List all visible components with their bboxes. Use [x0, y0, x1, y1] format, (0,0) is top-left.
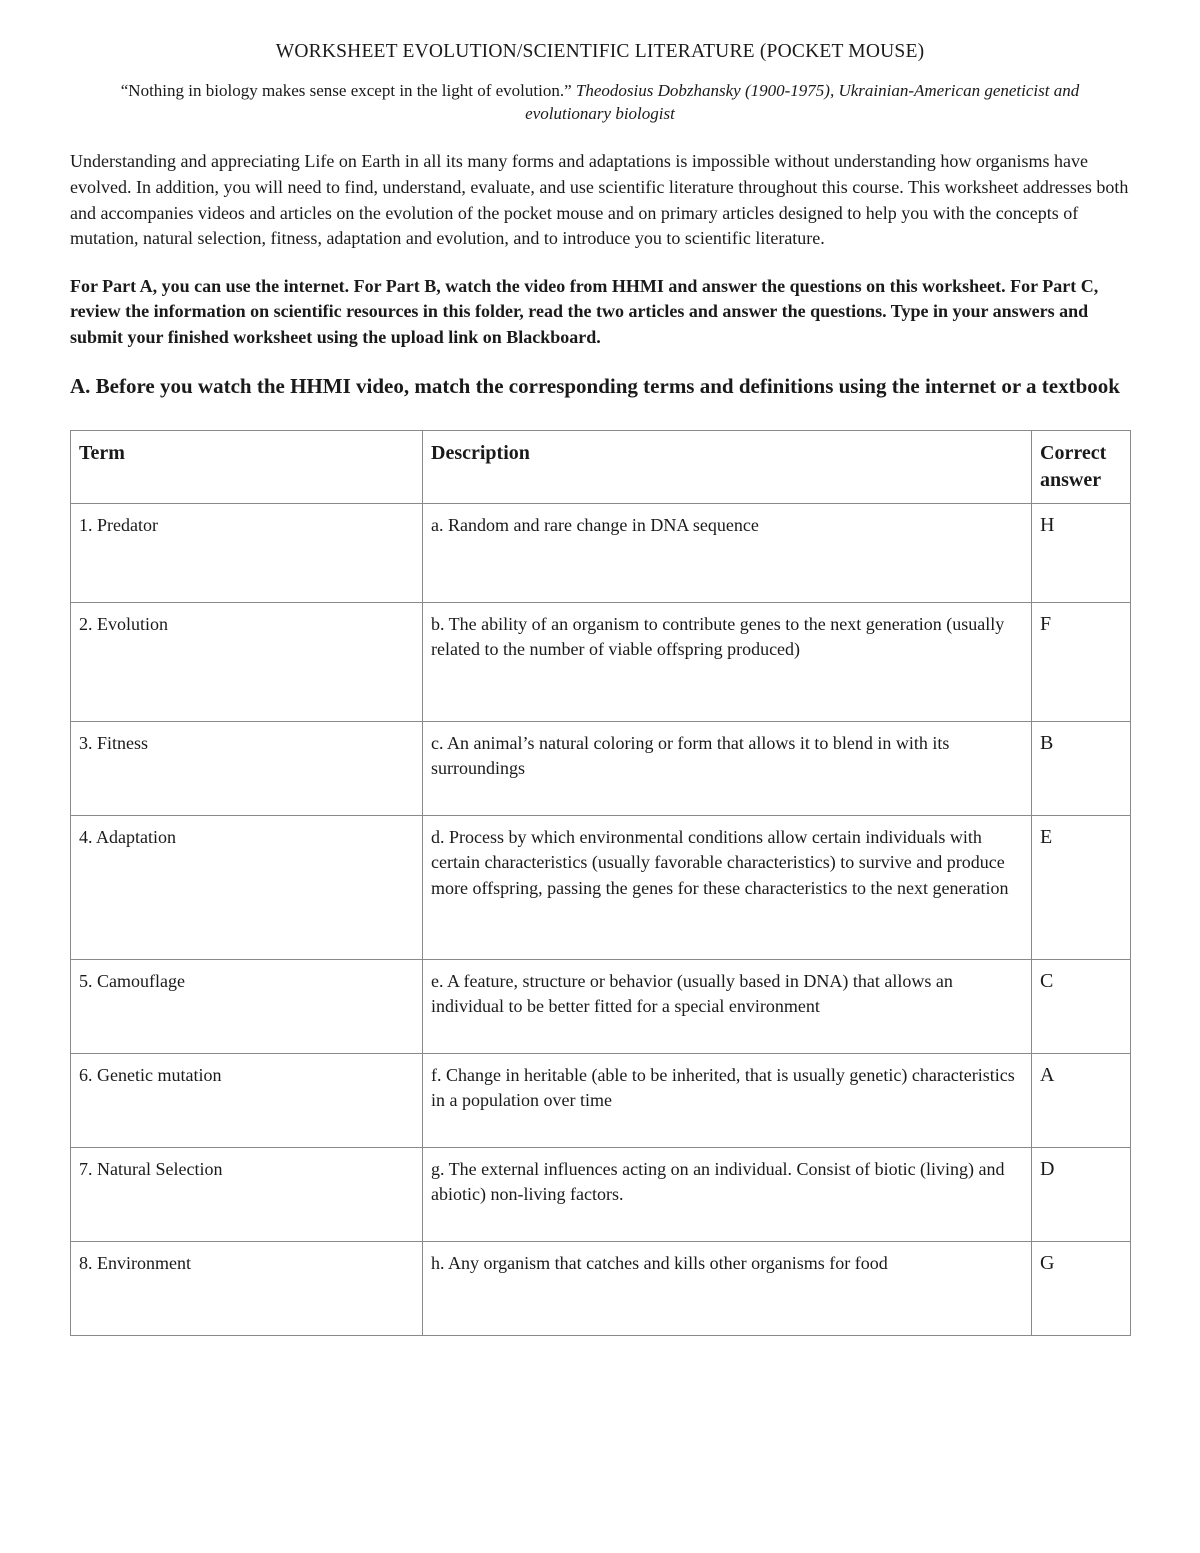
answer-cell[interactable]: H — [1032, 503, 1131, 602]
intro-paragraph: Understanding and appreciating Life on Earth in all its many forms and adaptations is impossible without understanding how organisms have evolved. In addition, you will need to find, understand, evaluate, and use scientific literature throughout this course. This worksheet addresses both and accompanies videos and articles on the evolution of the pocket mouse and on primary articles designed to help you with the concepts of mutation, natural selection, fitness, adaptation and evolution, and to introduce you to scientific literature. — [70, 151, 1129, 249]
term-cell: 7. Natural Selection — [71, 1147, 423, 1241]
instructions-paragraph: For Part A, you can use the internet. For Part B, watch the video from HHMI and answer the questions on this worksheet. For Part C, review the information on scientific resources in this folder, read the two articles and answer the questions. Type in your answers and submit your finished worksheet using the upload link on Blackboard. — [70, 275, 1099, 347]
description-cell: e. A feature, structure or behavior (usually based in DNA) that allows an individual to be better fitted for a special environment — [423, 959, 1032, 1053]
description-cell: c. An animal’s natural coloring or form that allows it to blend in with its surroundings — [423, 721, 1032, 815]
description-cell: b. The ability of an organism to contribute genes to the next generation (usually related to the number of viable offspring produced) — [423, 602, 1032, 721]
answer-cell[interactable]: C — [1032, 959, 1131, 1053]
term-cell: 5. Camouflage — [71, 959, 423, 1053]
description-cell: a. Random and rare change in DNA sequence — [423, 503, 1032, 602]
answer-cell[interactable]: D — [1032, 1147, 1131, 1241]
answer-cell[interactable]: F — [1032, 602, 1131, 721]
term-cell: 4. Adaptation — [71, 815, 423, 959]
quote-text: “Nothing in biology makes sense except in the light of evolution.” — [120, 81, 572, 101]
table-row — [71, 1241, 1131, 1335]
table-row — [71, 1147, 1131, 1241]
worksheet-page — [70, 40, 1130, 1336]
answer-cell[interactable]: E — [1032, 815, 1131, 959]
description-cell: h. Any organism that catches and kills other organisms for food — [423, 1241, 1032, 1335]
term-cell: 8. Environment — [71, 1241, 423, 1335]
table-row — [71, 815, 1131, 959]
term-cell: 6. Genetic mutation — [71, 1053, 423, 1147]
section-a-heading: A. Before you watch the HHMI video, match the corresponding terms and definitions using the internet or a textbook — [70, 373, 1120, 398]
table-row — [71, 959, 1131, 1053]
header-term: Term — [71, 430, 423, 503]
answer-cell[interactable]: G — [1032, 1241, 1131, 1335]
term-cell: 1. Predator — [71, 503, 423, 602]
header-correct-answer: Correct answer — [1032, 430, 1131, 503]
term-cell: 2. Evolution — [71, 602, 423, 721]
description-cell: d. Process by which environmental conditions allow certain individuals with certain characteristics (usually favorable characteristics) to survive and produce more offspring, passing the genes for these characteristics to the next generation — [423, 815, 1032, 959]
table-header-row — [71, 430, 1131, 503]
terms-table — [70, 430, 1131, 1336]
table-row — [71, 721, 1131, 815]
term-cell: 3. Fitness — [71, 721, 423, 815]
description-cell: f. Change in heritable (able to be inherited, that is usually genetic) characteristics in a population over time — [423, 1053, 1032, 1147]
answer-cell[interactable]: B — [1032, 721, 1131, 815]
worksheet-title: WORKSHEET EVOLUTION/SCIENTIFIC LITERATURE (POCKET MOUSE) — [275, 41, 925, 62]
quote-block — [70, 79, 1130, 125]
table-row — [71, 503, 1131, 602]
table-row — [71, 602, 1131, 721]
header-description: Description — [423, 430, 1032, 503]
quote-author: Theodosius Dobzhansky (1900-1975), Ukrainian-American geneticist and evolutionary biologist — [525, 81, 1080, 124]
answer-cell[interactable]: A — [1032, 1053, 1131, 1147]
description-cell: g. The external influences acting on an individual. Consist of biotic (living) and abiotic) non-living factors. — [423, 1147, 1032, 1241]
table-row — [71, 1053, 1131, 1147]
